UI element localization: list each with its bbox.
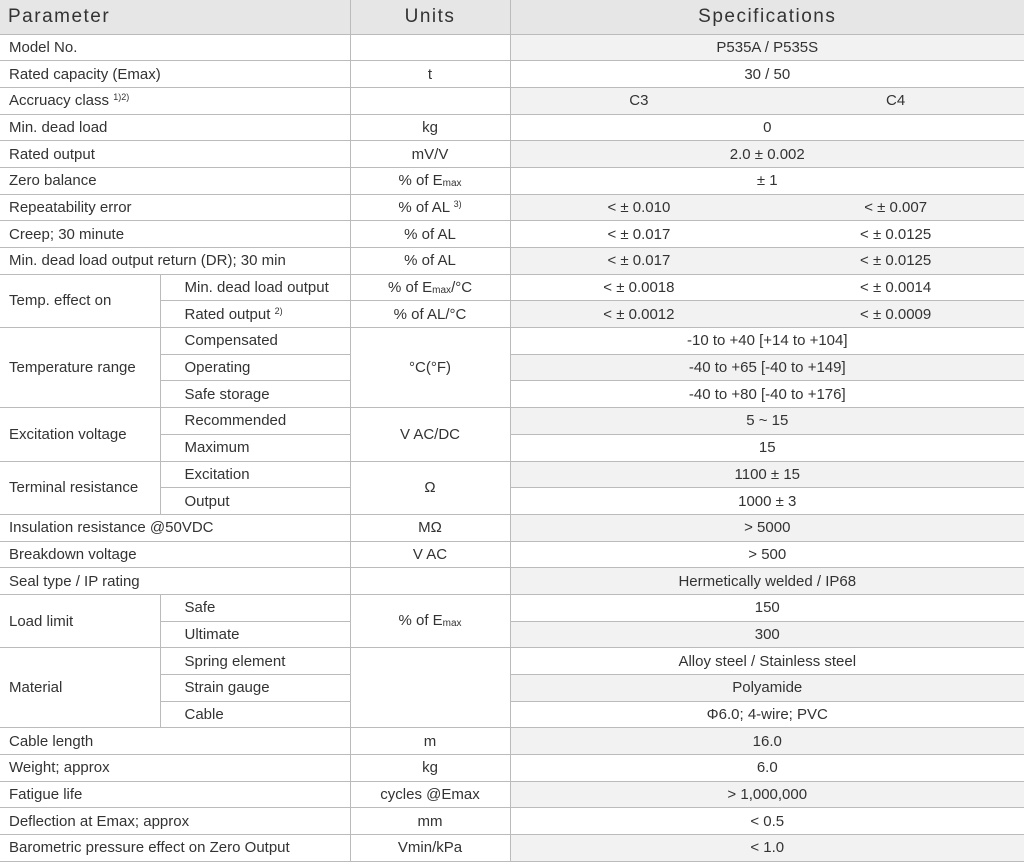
unit-cell: kg [350,114,510,141]
sub-param-label: Cable [160,701,350,728]
spec-cell: 16.0 [510,728,1024,755]
table-row [0,408,1024,435]
unit-cell: cycles @Emax [350,781,510,808]
table-row [0,835,1024,862]
param-label: Rated capacity (Emax) [0,61,350,88]
header-row [0,0,1024,34]
sub-param-label: Compensated [160,328,350,355]
unit-cell [350,167,510,194]
table-row [0,274,1024,301]
unit-cell: t [350,61,510,88]
spec-cell: 6.0 [510,755,1024,782]
spec-c3: < ± 0.0012 [603,305,675,323]
unit-cell: mV/V [350,141,510,168]
sub-param-label [160,301,350,328]
spec-cell: < 1.0 [510,835,1024,862]
param-label: Rated output [0,141,350,168]
unit-cell: V AC [350,541,510,568]
spec-cell: > 500 [510,541,1024,568]
header-parameter: Parameter [0,0,350,34]
spec-c3: < ± 0.017 [607,225,671,243]
param-label: Temp. effect on [0,274,160,327]
param-label: Excitation voltage [0,408,160,461]
param-label: Weight; approx [0,755,350,782]
param-label: Cable length [0,728,350,755]
unit-text: % of E [387,278,433,296]
spec-cell: 0 [510,114,1024,141]
table-row [0,167,1024,194]
spec-cell: Polyamide [510,675,1024,702]
sub-param-label: Min. dead load output [160,274,350,301]
table-row [0,755,1024,782]
table-row [0,141,1024,168]
unit-cell: °C(°F) [350,328,510,408]
spec-cell: ± 1 [510,167,1024,194]
header-units: Units [350,0,510,34]
spec-c3: C3 [629,92,649,110]
spec-cell: 2.0 ± 0.002 [510,141,1024,168]
unit-cell: % of AL [350,221,510,248]
unit-cell: m [350,728,510,755]
param-label: Terminal resistance [0,461,160,514]
unit-cell: mm [350,808,510,835]
param-label: Breakdown voltage [0,541,350,568]
unit-subscript: max [442,177,462,189]
spec-cell: Hermetically welded / IP68 [510,568,1024,595]
sub-param-label: Excitation [160,461,350,488]
unit-cell [350,594,510,647]
unit-subscript: max [432,284,452,296]
spec-c3: < ± 0.0018 [603,279,675,297]
spec-c3: < ± 0.017 [607,252,671,270]
unit-cell: MΩ [350,514,510,541]
sub-param-label: Safe storage [160,381,350,408]
table-row [0,514,1024,541]
table-row [0,594,1024,621]
spec-cell [510,87,1024,114]
table-row [0,114,1024,141]
param-label: Fatigue life [0,781,350,808]
unit-cell [350,274,510,301]
unit-text: % of E [398,171,443,189]
spec-cell [510,301,1024,328]
unit-cell: Ω [350,461,510,514]
param-label: Material [0,648,160,728]
spec-cell: -10 to +40 [+14 to +104] [510,328,1024,355]
spec-cell: > 5000 [510,514,1024,541]
unit-cell [350,87,510,114]
spec-cell: < 0.5 [510,808,1024,835]
sub-param-label: Ultimate [160,621,350,648]
unit-cell [350,34,510,61]
spec-c4: C4 [886,92,906,110]
spec-c4: < ± 0.0009 [860,305,932,323]
footnote-marker: 1)2) [113,92,130,103]
footnote-marker: 2) [274,305,283,316]
param-label: Temperature range [0,328,160,408]
param-label: Creep; 30 minute [0,221,350,248]
spec-cell: P535A / P535S [510,34,1024,61]
table-row [0,328,1024,355]
spec-cell: 30 / 50 [510,61,1024,88]
param-text: Accruacy class [9,92,110,110]
param-label: Repeatability error [0,194,350,221]
table-row [0,541,1024,568]
param-label: Seal type / IP rating [0,568,350,595]
spec-c4: < ± 0.0125 [860,252,932,270]
sub-param-label: Recommended [160,408,350,435]
spec-c4: < ± 0.0014 [860,279,932,297]
spec-cell [510,194,1024,221]
unit-cell: % of AL [350,248,510,275]
unit-text: % of AL [398,198,450,216]
param-label: Deflection at Emax; approx [0,808,350,835]
header-specifications: Specifications [510,0,1024,34]
spec-cell: Φ6.0; 4-wire; PVC [510,701,1024,728]
param-label: Min. dead load [0,114,350,141]
unit-cell: V AC/DC [350,408,510,461]
spec-cell [510,248,1024,275]
table-row [0,568,1024,595]
spec-cell: 150 [510,594,1024,621]
param-label: Model No. [0,34,350,61]
param-label: Load limit [0,594,160,647]
table-row [0,808,1024,835]
table-row [0,194,1024,221]
spec-cell: 1100 ± 15 [510,461,1024,488]
spec-c3: < ± 0.010 [607,198,671,216]
spec-cell: 1000 ± 3 [510,488,1024,515]
unit-cell: % of AL/°C [350,301,510,328]
unit-cell: kg [350,755,510,782]
table-row [0,648,1024,675]
table-row [0,248,1024,275]
param-label: Min. dead load output return (DR); 30 min [0,248,350,275]
spec-c4: < ± 0.007 [864,198,928,216]
table-row [0,87,1024,114]
footnote-marker: 3) [453,198,462,209]
unit-cell: Vmin/kPa [350,835,510,862]
table-row [0,461,1024,488]
param-label: Barometric pressure effect on Zero Output [0,835,350,862]
spec-c4: < ± 0.0125 [860,225,932,243]
table-row [0,728,1024,755]
unit-cell [350,648,510,728]
spec-cell: 15 [510,434,1024,461]
unit-subscript: max [442,618,462,630]
sub-param-label: Output [160,488,350,515]
sub-param-label: Maximum [160,434,350,461]
table-row [0,781,1024,808]
param-label: Zero balance [0,167,350,194]
sub-param-label: Spring element [160,648,350,675]
table-row [0,221,1024,248]
spec-cell [510,221,1024,248]
spec-cell: -40 to +80 [-40 to +176] [510,381,1024,408]
sub-param-text: Rated output [184,305,271,323]
table-row [0,61,1024,88]
sub-param-label: Safe [160,594,350,621]
param-label: Insulation resistance @50VDC [0,514,350,541]
unit-suffix: /°C [451,278,473,296]
sub-param-label: Operating [160,354,350,381]
sub-param-label: Strain gauge [160,675,350,702]
table-row [0,34,1024,61]
spec-cell: Alloy steel / Stainless steel [510,648,1024,675]
unit-text: % of E [398,612,443,630]
spec-cell: > 1,000,000 [510,781,1024,808]
spec-cell: -40 to +65 [-40 to +149] [510,354,1024,381]
param-label [0,87,350,114]
spec-cell: 300 [510,621,1024,648]
spec-cell [510,274,1024,301]
unit-cell [350,568,510,595]
unit-cell [350,194,510,221]
spec-cell: 5 ~ 15 [510,408,1024,435]
